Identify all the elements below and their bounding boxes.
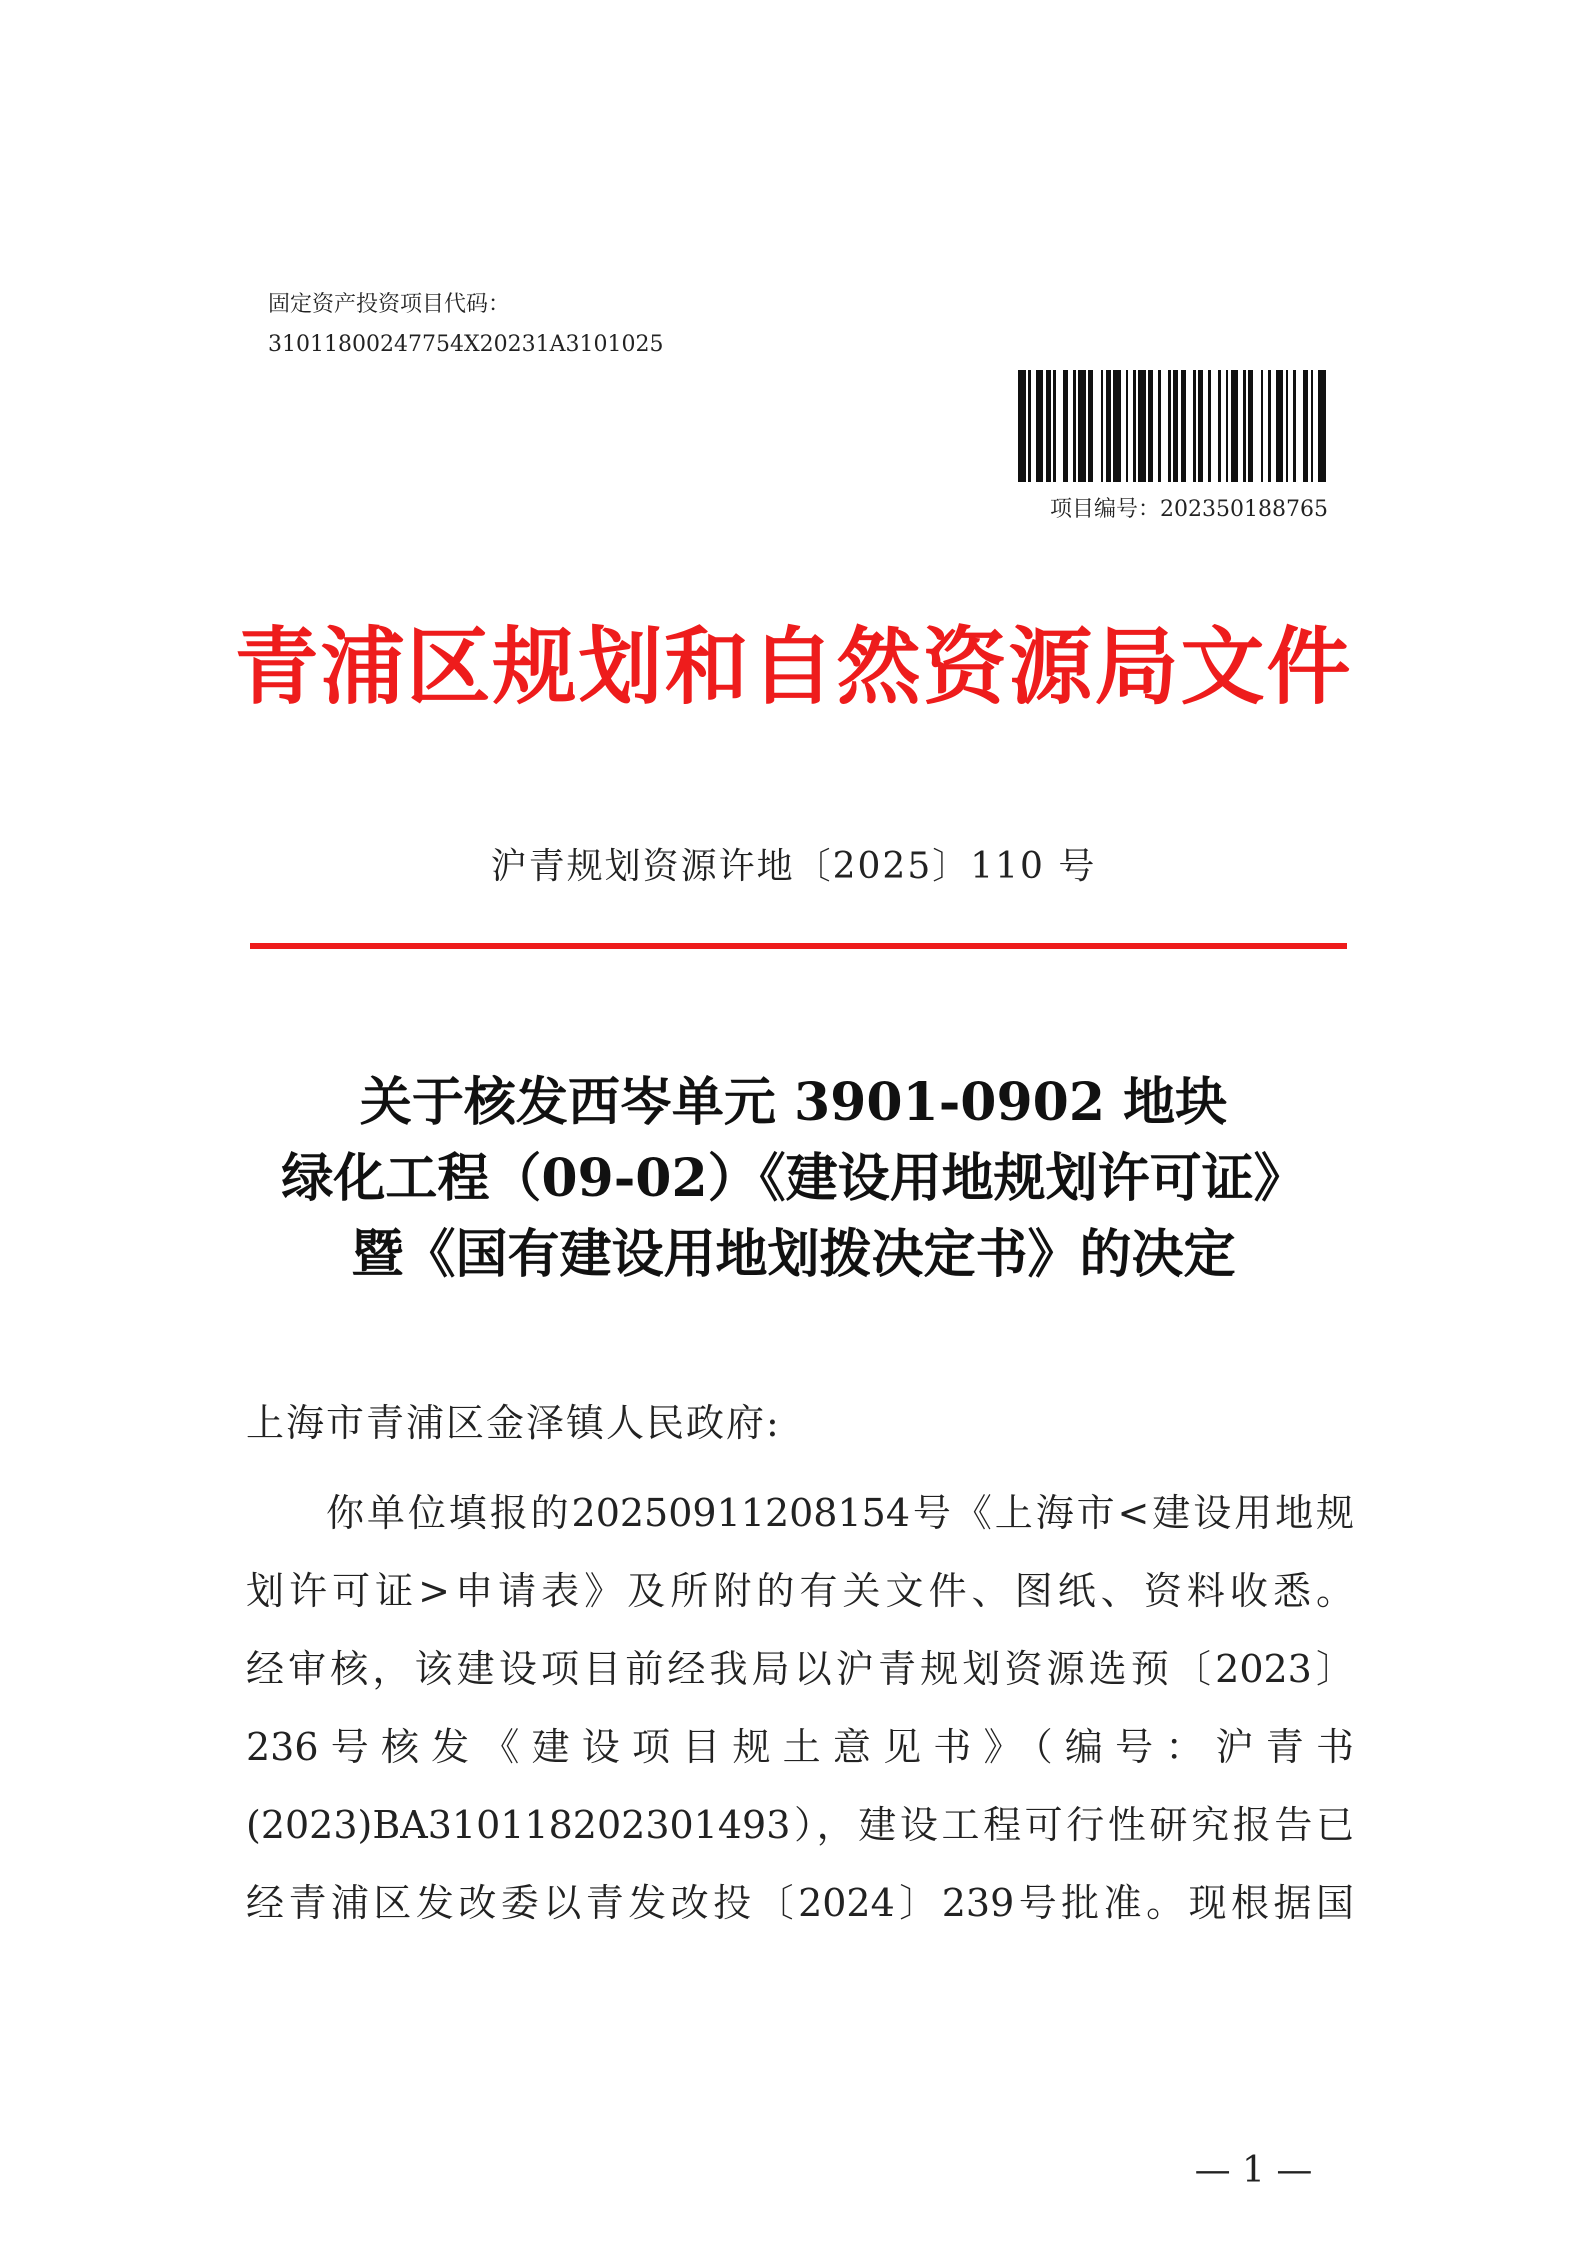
barcode-bar (1276, 370, 1284, 482)
body-line: 236号核发《建设项目规土意见书》（编号：沪青书 (246, 1725, 1354, 1769)
barcode-bar (1138, 370, 1146, 482)
page-number: — 1 — (1194, 2150, 1313, 2191)
barcode-bar (1186, 370, 1194, 482)
body-line: 经青浦区发改委以青发改投〔2024〕239号批准。现根据国 (246, 1881, 1354, 1925)
subject-line: 暨《国有建设用地划拨决定书》的决定 (351, 1224, 1236, 1285)
project-number: 项目编号：202350188765 (1050, 497, 1328, 522)
barcode-bar (1036, 370, 1044, 482)
barcode-bar (1296, 370, 1304, 482)
red-divider-line (250, 943, 1347, 949)
salutation: 上海市青浦区金泽镇人民政府: (246, 1401, 781, 1445)
body-line: (2023)BA310118202301493），建设工程可行性研究报告已 (246, 1803, 1354, 1847)
body-line: 经审核，该建设项目前经我局以沪青规划资源选预〔2023〕 (246, 1647, 1354, 1691)
barcode-block (1018, 370, 1328, 523)
barcode-bar (1253, 370, 1261, 482)
barcode-bar (1326, 370, 1329, 482)
barcode-bar (1056, 370, 1064, 482)
document-header-title: 青浦区规划和自然资源局文件 (234, 617, 1353, 716)
body-text (246, 1474, 1354, 1942)
barcode-bar (1113, 370, 1121, 482)
barcode-bar (1093, 370, 1101, 482)
barcode-bar (1318, 370, 1326, 482)
document-number: 沪青规划资源许地〔2025〕110 号 (490, 846, 1097, 887)
body-line: 你单位填报的20250911208154号《上海市<建设用地规 (326, 1491, 1354, 1535)
barcode-bar (1231, 370, 1239, 482)
barcode-bar (1078, 370, 1086, 482)
barcode-bar (1018, 370, 1026, 482)
barcode-bar (1161, 370, 1169, 482)
barcode-image (1018, 370, 1328, 482)
body-line: 划许可证>申请表》及所附的有关文件、图纸、资料收悉。 (246, 1569, 1354, 1613)
subject-line: 绿化工程（09-02）《建设用地规划许可证》 (281, 1148, 1306, 1209)
barcode-bar (1211, 370, 1219, 482)
project-code-value: 31011800247754X20231A3101025 (268, 332, 664, 357)
subject-line: 关于核发西岑单元 3901-0902 地块 (359, 1072, 1228, 1133)
project-code-label: 固定资产投资项目代码： (268, 292, 511, 317)
document-subject (0, 1065, 1587, 1293)
project-code-block (268, 285, 663, 365)
